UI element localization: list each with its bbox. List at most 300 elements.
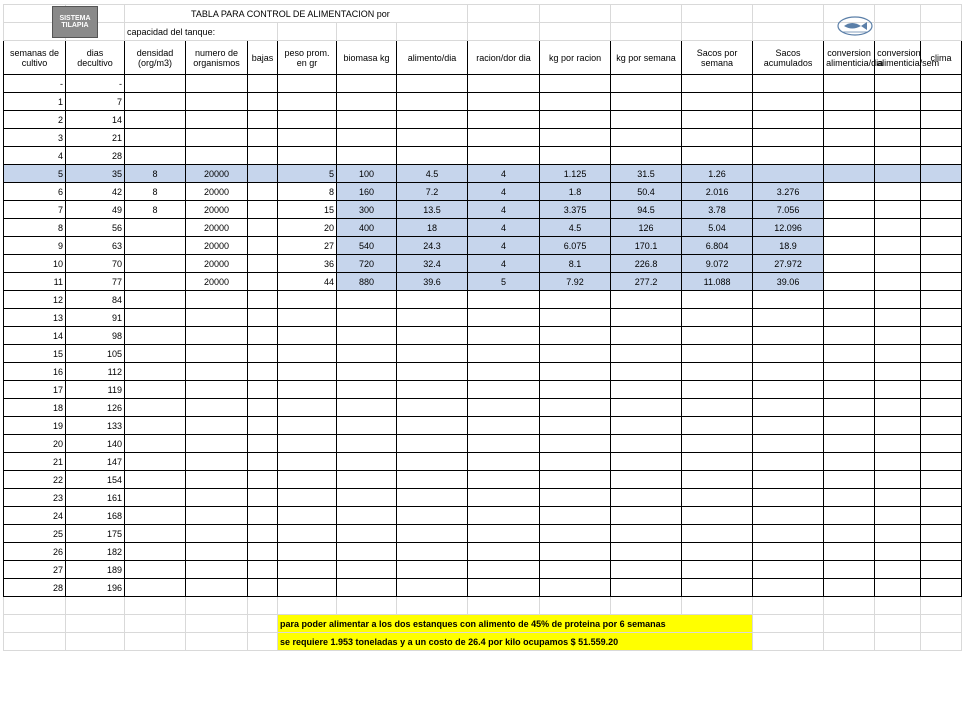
table-cell[interactable] [875,345,921,363]
table-cell[interactable] [278,471,337,489]
table-cell[interactable]: 91 [66,309,125,327]
table-cell[interactable] [278,525,337,543]
table-cell[interactable] [540,309,611,327]
table-cell[interactable] [397,399,468,417]
table-cell[interactable] [125,111,186,129]
column-header[interactable]: biomasa kg [337,41,397,75]
column-header[interactable]: clima [921,41,962,75]
table-cell[interactable] [875,399,921,417]
cell[interactable] [278,597,337,615]
table-cell[interactable] [186,435,248,453]
table-cell[interactable] [875,525,921,543]
cell[interactable] [125,615,186,633]
cell[interactable] [186,597,248,615]
table-cell[interactable]: 105 [66,345,125,363]
table-cell[interactable] [248,399,278,417]
table-cell[interactable] [753,327,824,345]
table-cell[interactable]: 28 [66,147,125,165]
table-cell[interactable]: 4 [468,183,540,201]
table-cell[interactable] [540,327,611,345]
table-cell[interactable] [125,417,186,435]
table-cell[interactable]: 168 [66,507,125,525]
table-cell[interactable]: 12.096 [753,219,824,237]
table-cell[interactable] [468,381,540,399]
table-cell[interactable] [824,183,875,201]
table-cell[interactable]: 20000 [186,183,248,201]
table-cell[interactable]: 100 [337,165,397,183]
table-cell[interactable] [468,309,540,327]
table-cell[interactable] [397,471,468,489]
table-cell[interactable] [468,363,540,381]
table-cell[interactable] [824,147,875,165]
table-cell[interactable] [278,381,337,399]
table-cell[interactable] [753,75,824,93]
table-cell[interactable] [875,291,921,309]
table-cell[interactable] [186,525,248,543]
table-cell[interactable] [540,129,611,147]
table-cell[interactable] [397,129,468,147]
table-cell[interactable] [824,543,875,561]
table-cell[interactable]: 12 [4,291,66,309]
cell[interactable] [611,23,682,41]
table-cell[interactable] [278,147,337,165]
table-cell[interactable] [824,417,875,435]
table-cell[interactable] [824,489,875,507]
table-cell[interactable]: 25 [4,525,66,543]
table-cell[interactable] [397,147,468,165]
table-cell[interactable] [824,381,875,399]
table-cell[interactable] [540,111,611,129]
table-cell[interactable] [921,417,962,435]
table-cell[interactable]: 50.4 [611,183,682,201]
table-cell[interactable]: 540 [337,237,397,255]
table-cell[interactable] [186,309,248,327]
table-cell[interactable]: 9.072 [682,255,753,273]
table-cell[interactable] [540,579,611,597]
table-cell[interactable] [397,111,468,129]
table-cell[interactable]: 19 [4,417,66,435]
cell[interactable] [337,597,397,615]
table-cell[interactable] [186,399,248,417]
table-cell[interactable] [875,201,921,219]
table-cell[interactable] [468,93,540,111]
table-cell[interactable] [248,75,278,93]
table-cell[interactable]: - [66,75,125,93]
table-cell[interactable] [468,453,540,471]
table-cell[interactable]: 7.2 [397,183,468,201]
table-cell[interactable]: 4 [4,147,66,165]
table-cell[interactable]: 63 [66,237,125,255]
table-cell[interactable] [540,489,611,507]
table-cell[interactable] [824,111,875,129]
table-cell[interactable] [540,507,611,525]
table-cell[interactable] [468,345,540,363]
table-cell[interactable] [682,453,753,471]
table-cell[interactable] [875,129,921,147]
table-cell[interactable] [611,471,682,489]
cell[interactable] [682,597,753,615]
table-cell[interactable] [875,75,921,93]
table-cell[interactable] [921,201,962,219]
table-cell[interactable] [875,273,921,291]
table-cell[interactable]: 226.8 [611,255,682,273]
table-cell[interactable] [397,489,468,507]
table-cell[interactable] [337,489,397,507]
table-cell[interactable]: 5 [468,273,540,291]
table-cell[interactable] [824,507,875,525]
table-cell[interactable]: 84 [66,291,125,309]
table-cell[interactable]: 13 [4,309,66,327]
table-cell[interactable] [337,525,397,543]
table-cell[interactable] [682,489,753,507]
table-cell[interactable] [540,93,611,111]
table-cell[interactable] [337,507,397,525]
table-cell[interactable] [753,291,824,309]
table-cell[interactable] [824,471,875,489]
table-cell[interactable] [397,363,468,381]
table-cell[interactable] [248,453,278,471]
table-cell[interactable] [248,417,278,435]
table-cell[interactable] [248,129,278,147]
table-cell[interactable] [921,183,962,201]
table-cell[interactable]: 126 [611,219,682,237]
table-cell[interactable] [753,381,824,399]
table-cell[interactable] [248,489,278,507]
cell[interactable] [921,633,962,651]
table-cell[interactable]: 18.9 [753,237,824,255]
table-title[interactable]: TABLA PARA CONTROL DE ALIMENTACION por [125,5,468,23]
table-cell[interactable] [753,363,824,381]
table-cell[interactable] [875,255,921,273]
cell[interactable] [921,615,962,633]
table-cell[interactable] [278,417,337,435]
table-cell[interactable] [753,543,824,561]
table-cell[interactable]: 20000 [186,201,248,219]
table-cell[interactable] [248,111,278,129]
cell[interactable] [921,597,962,615]
table-cell[interactable] [682,399,753,417]
table-cell[interactable]: 11 [4,273,66,291]
table-cell[interactable]: 17 [4,381,66,399]
table-cell[interactable] [875,219,921,237]
table-cell[interactable] [540,381,611,399]
table-cell[interactable] [186,453,248,471]
table-cell[interactable] [248,543,278,561]
table-cell[interactable] [468,417,540,435]
table-cell[interactable] [397,291,468,309]
table-cell[interactable]: 44 [278,273,337,291]
summary-note[interactable]: se requiere 1.953 toneladas y a un costo de 26.4 por kilo ocupamos $ 51.559.20 [278,633,753,651]
table-cell[interactable] [337,399,397,417]
table-cell[interactable]: 15 [4,345,66,363]
table-cell[interactable] [540,525,611,543]
table-cell[interactable] [186,471,248,489]
table-cell[interactable] [611,291,682,309]
table-cell[interactable] [753,507,824,525]
table-cell[interactable]: 8.1 [540,255,611,273]
table-cell[interactable] [248,345,278,363]
table-cell[interactable] [186,417,248,435]
table-cell[interactable] [753,147,824,165]
table-cell[interactable] [875,561,921,579]
cell[interactable] [753,5,824,23]
table-cell[interactable]: 880 [337,273,397,291]
cell[interactable] [540,23,611,41]
table-cell[interactable] [125,399,186,417]
table-cell[interactable]: 1.26 [682,165,753,183]
cell[interactable] [682,23,753,41]
column-header[interactable]: kg por racion [540,41,611,75]
table-cell[interactable] [248,525,278,543]
table-cell[interactable] [611,129,682,147]
table-cell[interactable] [186,363,248,381]
cell[interactable] [753,615,824,633]
table-cell[interactable] [248,255,278,273]
table-cell[interactable]: 4 [468,237,540,255]
table-cell[interactable] [337,579,397,597]
table-cell[interactable] [921,291,962,309]
table-cell[interactable]: 4.5 [397,165,468,183]
table-cell[interactable]: 4 [468,201,540,219]
table-cell[interactable] [611,399,682,417]
table-cell[interactable]: 1 [4,93,66,111]
table-cell[interactable] [186,579,248,597]
table-cell[interactable] [248,219,278,237]
table-cell[interactable] [248,291,278,309]
table-cell[interactable]: 39.6 [397,273,468,291]
table-cell[interactable]: 35 [66,165,125,183]
table-cell[interactable] [875,309,921,327]
cell[interactable] [682,5,753,23]
table-cell[interactable]: 36 [278,255,337,273]
table-cell[interactable] [921,165,962,183]
table-cell[interactable] [753,309,824,327]
table-cell[interactable] [921,219,962,237]
table-cell[interactable]: 24 [4,507,66,525]
table-cell[interactable] [611,543,682,561]
table-cell[interactable] [278,291,337,309]
table-cell[interactable] [337,561,397,579]
table-cell[interactable] [753,165,824,183]
cell[interactable] [66,597,125,615]
table-cell[interactable] [248,201,278,219]
table-cell[interactable] [397,453,468,471]
table-cell[interactable] [753,561,824,579]
table-cell[interactable] [468,471,540,489]
table-cell[interactable]: 26 [4,543,66,561]
table-cell[interactable] [875,381,921,399]
table-cell[interactable] [875,435,921,453]
cell[interactable] [125,597,186,615]
table-cell[interactable] [824,255,875,273]
table-cell[interactable] [248,93,278,111]
table-cell[interactable] [682,561,753,579]
cell[interactable] [875,597,921,615]
table-cell[interactable] [540,75,611,93]
table-cell[interactable]: 7 [4,201,66,219]
table-cell[interactable] [611,93,682,111]
cell[interactable] [753,633,824,651]
table-cell[interactable] [921,507,962,525]
table-cell[interactable] [468,291,540,309]
table-cell[interactable] [540,453,611,471]
table-cell[interactable]: 8 [125,183,186,201]
table-cell[interactable] [875,471,921,489]
table-cell[interactable] [921,489,962,507]
cell[interactable] [4,615,66,633]
table-cell[interactable] [248,579,278,597]
table-cell[interactable] [875,363,921,381]
table-cell[interactable] [753,129,824,147]
summary-note[interactable]: para poder alimentar a los dos estanques con alimento de 45% de proteina por 6 semanas [278,615,753,633]
column-header[interactable]: Sacos acumulados [753,41,824,75]
table-cell[interactable] [682,417,753,435]
table-cell[interactable] [186,129,248,147]
table-cell[interactable] [125,93,186,111]
cell[interactable] [824,615,875,633]
table-cell[interactable]: 133 [66,417,125,435]
table-cell[interactable] [125,273,186,291]
table-cell[interactable]: 8 [125,201,186,219]
cell[interactable] [468,597,540,615]
table-cell[interactable] [611,417,682,435]
table-cell[interactable] [278,345,337,363]
table-cell[interactable]: 18 [4,399,66,417]
table-cell[interactable] [125,291,186,309]
cell[interactable] [186,615,248,633]
table-cell[interactable]: 70 [66,255,125,273]
table-cell[interactable] [397,435,468,453]
table-cell[interactable]: 2.016 [682,183,753,201]
cell[interactable] [4,597,66,615]
table-cell[interactable]: 154 [66,471,125,489]
table-cell[interactable] [540,345,611,363]
table-cell[interactable] [611,579,682,597]
table-cell[interactable]: 3.78 [682,201,753,219]
table-cell[interactable] [186,345,248,363]
table-cell[interactable] [824,237,875,255]
table-cell[interactable] [278,543,337,561]
cell[interactable] [4,633,66,651]
table-cell[interactable]: 27 [4,561,66,579]
cell[interactable] [337,23,397,41]
table-cell[interactable] [875,327,921,345]
table-cell[interactable]: 400 [337,219,397,237]
table-cell[interactable] [753,471,824,489]
table-cell[interactable] [921,363,962,381]
table-cell[interactable] [397,543,468,561]
cell[interactable] [611,597,682,615]
table-cell[interactable]: 5 [278,165,337,183]
cell[interactable] [66,615,125,633]
table-cell[interactable]: 189 [66,561,125,579]
table-cell[interactable] [824,219,875,237]
table-cell[interactable]: 15 [278,201,337,219]
table-cell[interactable]: 39.06 [753,273,824,291]
table-cell[interactable] [278,129,337,147]
table-cell[interactable] [248,165,278,183]
table-cell[interactable] [611,345,682,363]
table-cell[interactable] [278,93,337,111]
table-cell[interactable] [278,507,337,525]
table-cell[interactable] [540,291,611,309]
cell[interactable] [540,597,611,615]
table-cell[interactable] [397,309,468,327]
table-cell[interactable] [611,507,682,525]
table-cell[interactable] [921,111,962,129]
table-cell[interactable]: 18 [397,219,468,237]
table-cell[interactable]: 4 [468,165,540,183]
table-cell[interactable]: 2 [4,111,66,129]
table-cell[interactable] [248,507,278,525]
table-cell[interactable] [753,435,824,453]
table-cell[interactable] [611,489,682,507]
table-cell[interactable]: 3.276 [753,183,824,201]
table-cell[interactable]: 5 [4,165,66,183]
table-cell[interactable] [875,543,921,561]
table-cell[interactable] [468,327,540,345]
table-cell[interactable] [875,237,921,255]
table-cell[interactable] [682,363,753,381]
table-cell[interactable]: 11.088 [682,273,753,291]
table-cell[interactable] [682,579,753,597]
table-cell[interactable] [248,237,278,255]
table-cell[interactable]: 8 [125,165,186,183]
table-cell[interactable] [540,399,611,417]
table-cell[interactable]: 4 [468,219,540,237]
table-cell[interactable] [682,111,753,129]
table-cell[interactable] [611,435,682,453]
cell[interactable] [468,23,540,41]
table-cell[interactable] [611,453,682,471]
table-cell[interactable]: 94.5 [611,201,682,219]
table-cell[interactable] [125,507,186,525]
table-cell[interactable] [468,75,540,93]
cell[interactable] [66,633,125,651]
table-cell[interactable]: 182 [66,543,125,561]
table-cell[interactable] [125,489,186,507]
table-cell[interactable]: 160 [337,183,397,201]
table-cell[interactable] [682,327,753,345]
table-cell[interactable] [611,147,682,165]
table-cell[interactable]: 20000 [186,219,248,237]
table-cell[interactable] [824,201,875,219]
table-cell[interactable]: 31.5 [611,165,682,183]
table-cell[interactable]: 21 [4,453,66,471]
table-cell[interactable] [540,417,611,435]
table-cell[interactable] [824,129,875,147]
table-cell[interactable] [468,147,540,165]
table-cell[interactable] [753,453,824,471]
table-cell[interactable]: 8 [4,219,66,237]
table-cell[interactable] [921,435,962,453]
table-cell[interactable]: 23 [4,489,66,507]
table-cell[interactable]: 112 [66,363,125,381]
table-cell[interactable] [278,327,337,345]
table-cell[interactable] [921,579,962,597]
table-cell[interactable] [125,579,186,597]
table-cell[interactable]: 21 [66,129,125,147]
table-cell[interactable] [753,579,824,597]
cell[interactable] [753,23,824,41]
table-cell[interactable] [397,561,468,579]
column-header[interactable]: dias decultivo [66,41,125,75]
table-cell[interactable] [875,453,921,471]
table-cell[interactable] [875,93,921,111]
table-cell[interactable] [186,291,248,309]
table-cell[interactable] [753,399,824,417]
table-cell[interactable] [921,399,962,417]
